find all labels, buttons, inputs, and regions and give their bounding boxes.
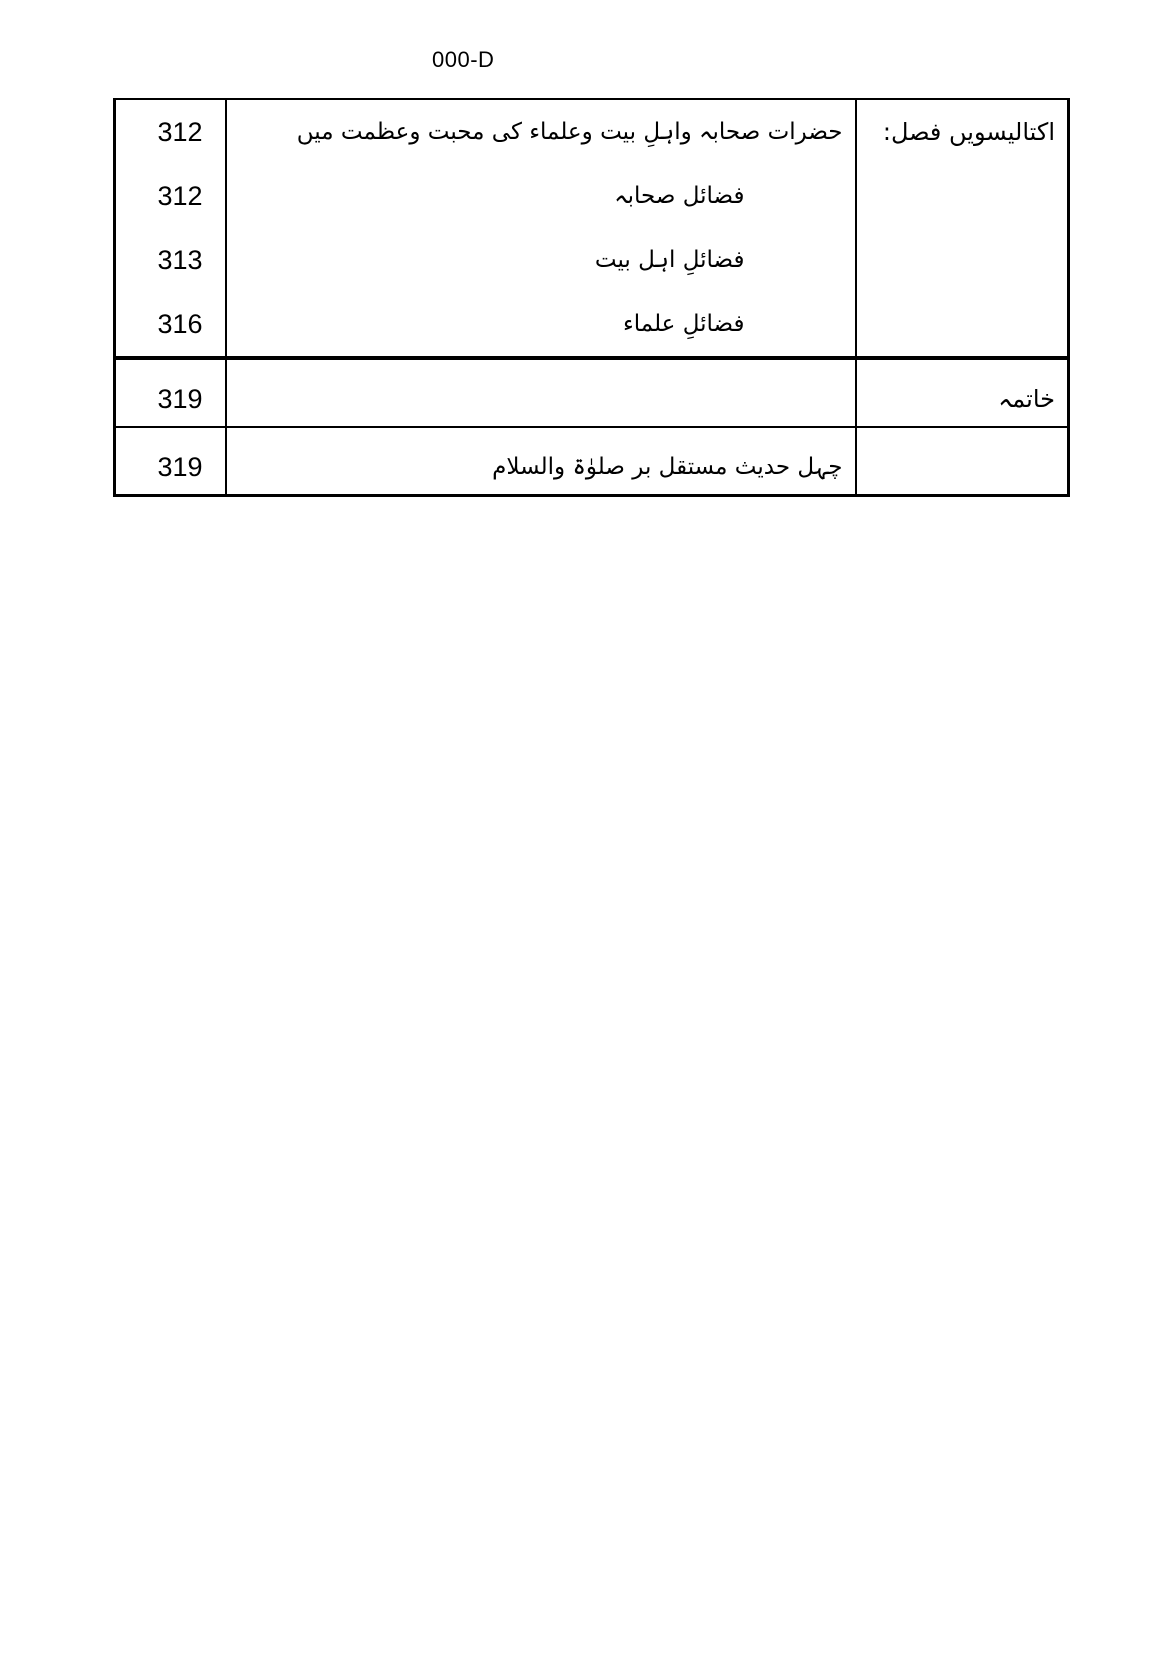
page-number-cell <box>115 99 226 358</box>
page-number-cell <box>115 358 226 427</box>
page-number: 312 <box>157 181 203 211</box>
title-cell <box>226 99 856 358</box>
page-number: 312 <box>157 117 203 147</box>
chapter-heading: اکتالیسویں فصل: <box>882 118 1055 146</box>
toc-section-row <box>115 427 1069 496</box>
chapter-cell <box>856 358 1069 427</box>
page-number: 313 <box>157 245 203 275</box>
page-number: 319 <box>157 384 203 414</box>
page-number: 316 <box>157 309 203 339</box>
chapter-heading <box>857 428 1068 494</box>
page-number: 319 <box>157 452 203 482</box>
table-of-contents <box>113 98 1070 497</box>
toc-section-row <box>115 358 1069 427</box>
title-cell <box>226 358 856 427</box>
page-code: 000-D <box>432 47 495 72</box>
title-cell <box>226 427 856 496</box>
chapter-cell <box>856 99 1069 358</box>
entry-title <box>227 360 855 426</box>
entry-title: چہل حدیث مستقل بر صلوٰۃ والسلام <box>492 454 843 480</box>
entry-title: فضائلِ اہل بیت <box>594 247 745 273</box>
entry-title: فضائلِ علماء <box>622 311 745 337</box>
entry-title: فضائل صحابہ <box>614 183 745 209</box>
toc-section-row <box>115 99 1069 358</box>
chapter-heading: خاتمہ <box>998 385 1055 413</box>
entry-title: حضرات صحابہ واہلِ بیت وعلماء کی محبت وعظمت میں <box>296 119 843 145</box>
page-number-cell <box>115 427 226 496</box>
chapter-cell <box>856 427 1069 496</box>
